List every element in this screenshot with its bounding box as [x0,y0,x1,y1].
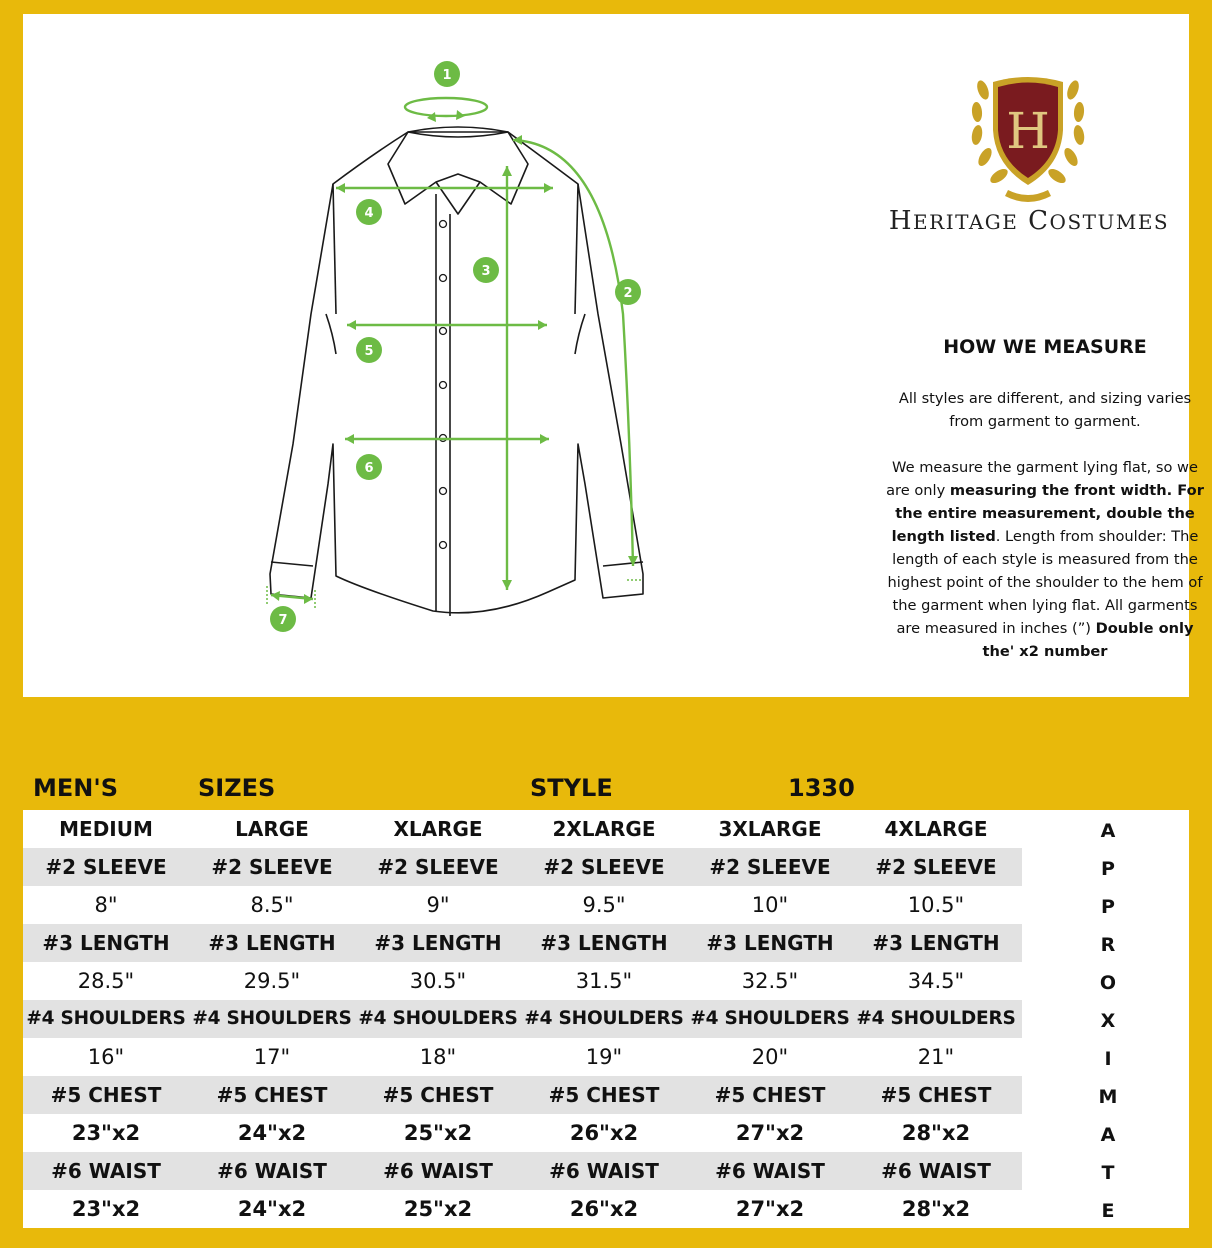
measure-label-cell: #3 LENGTH [374,931,502,955]
measure-label-cell: #3 LENGTH [540,931,668,955]
measure-label-cell: #5 CHEST [216,1083,328,1107]
table-row [23,1152,1022,1190]
measure-label-cell: #6 WAIST [217,1159,327,1183]
measure-value-cell: 24"x2 [237,1121,307,1145]
measure-label-cell: #4 SHOULDERS [690,1008,850,1029]
table-row [23,848,1022,886]
brand-name: HERITAGE COSTUMES [888,206,1170,236]
measure-label-cell: #6 WAIST [51,1159,161,1183]
measure-value-cell: 25"x2 [403,1121,473,1145]
marker-2 [615,279,641,305]
measure-label-cell: #4 SHOULDERS [524,1008,684,1029]
measure-value-cell: 29.5" [243,969,301,993]
measure-label-cell: #2 SLEEVE [45,855,167,879]
table-row [23,924,1022,962]
measure-label-cell: #3 LENGTH [42,931,170,955]
marker-5 [356,337,382,363]
measure-value-cell: 28"x2 [901,1121,971,1145]
heritage-logo [963,60,1093,220]
svg-text:3: 3 [481,264,491,279]
measure-label-cell: #2 SLEEVE [543,855,665,879]
table-row [23,1038,1022,1076]
measure-label-cell: #2 SLEEVE [709,855,831,879]
measure-paragraph-1: All styles are different, and sizing varies from garment to garment. [898,390,1192,430]
table-row [23,962,1022,1000]
measure-label-cell: #2 SLEEVE [875,855,997,879]
measure-label-cell: #2 SLEEVE [377,855,499,879]
size-header-cell: MEDIUM [59,817,153,841]
measure-value-cell: 31.5" [575,969,633,993]
size-table [23,810,1189,1228]
measure-label-cell: #5 CHEST [880,1083,992,1107]
marker-3 [473,257,499,283]
table-row [23,886,1022,924]
measure-value-cell: 20" [751,1045,789,1069]
measure-value-cell: 8" [94,893,118,917]
size-header-cell: XLARGE [393,817,483,841]
table-row [23,1076,1022,1114]
measure-label-cell: #4 SHOULDERS [192,1008,352,1029]
measure-label-cell: #4 SHOULDERS [358,1008,518,1029]
approximate-letter: I [1104,1048,1112,1070]
approximate-letter: A [1100,820,1116,842]
measure-label-cell: #5 CHEST [548,1083,660,1107]
measure-label-cell: #6 WAIST [549,1159,659,1183]
measure-value-cell: 26"x2 [569,1197,639,1221]
size-header-cell: 3XLARGE [718,817,822,841]
measure-value-cell: 26"x2 [569,1121,639,1145]
marker-4 [356,199,382,225]
measure-value-cell: 9" [426,893,450,917]
measure-label-cell: #4 SHOULDERS [856,1008,1016,1029]
measure-value-cell: 28"x2 [901,1197,971,1221]
svg-text:1: 1 [442,68,452,83]
size-chart-header [0,774,1212,810]
measure-value-cell: 17" [253,1045,291,1069]
sizes-label: SIZES [198,774,276,802]
measure-label-cell: #3 LENGTH [706,931,834,955]
measure-value-cell: 32.5" [741,969,799,993]
measure-value-cell: 10.5" [907,893,965,917]
measure-value-cell: 16" [87,1045,125,1069]
style-number: 1330 [788,774,855,802]
logo-letter: H [1006,102,1050,160]
measure-label-cell: #3 LENGTH [208,931,336,955]
approximate-letter: X [1100,1010,1116,1032]
top-panel [23,14,1204,697]
approximate-letter: R [1100,934,1116,956]
measure-value-cell: 18" [419,1045,457,1069]
measure-value-cell: 34.5" [907,969,965,993]
measure-label-cell: #2 SLEEVE [211,855,333,879]
measure-value-cell: 27"x2 [735,1197,805,1221]
size-header-cell: LARGE [235,817,309,841]
table-row [23,1114,1022,1152]
marker-7 [270,606,296,632]
measure-label-cell: #5 CHEST [714,1083,826,1107]
measure-value-cell: 23"x2 [71,1121,141,1145]
measure-value-cell: 28.5" [77,969,135,993]
measure-value-cell: 19" [585,1045,623,1069]
approximate-letter: A [1100,1124,1116,1146]
measure-label-cell: #6 WAIST [881,1159,991,1183]
measure-value-cell: 27"x2 [735,1121,805,1145]
shirt-diagram [23,14,868,697]
approximate-letter: P [1101,858,1115,880]
svg-text:6: 6 [364,461,374,476]
approximate-column [1083,810,1133,1228]
svg-text:7: 7 [278,613,288,628]
measure-value-cell: 25"x2 [403,1197,473,1221]
measure-value-cell: 30.5" [409,969,467,993]
size-header-cell: 4XLARGE [884,817,988,841]
marker-6 [356,454,382,480]
svg-text:4: 4 [364,206,374,221]
size-header-cell: 2XLARGE [552,817,656,841]
approximate-letter: P [1101,896,1115,918]
how-we-measure-text [880,387,1210,686]
table-row [23,810,1022,848]
mens-label: MEN'S [33,774,118,802]
measure-value-cell: 24"x2 [237,1197,307,1221]
measure-label-cell: #3 LENGTH [872,931,1000,955]
approximate-letter: E [1101,1200,1115,1222]
measure-label-cell: #6 WAIST [715,1159,825,1183]
measure-value-cell: 9.5" [582,893,626,917]
measure-value-cell: 8.5" [250,893,294,917]
measure-label-cell: #5 CHEST [382,1083,494,1107]
measure-label-cell: #5 CHEST [50,1083,162,1107]
style-label: STYLE [530,774,613,802]
how-we-measure-title: HOW WE MEASURE [943,336,1147,358]
marker-1 [434,61,460,87]
approximate-letter: O [1099,972,1117,994]
table-row [23,1190,1022,1228]
table-row [23,1000,1022,1038]
measure-label-cell: #6 WAIST [383,1159,493,1183]
svg-text:2: 2 [623,286,633,301]
measure-paragraph-2: We measure the garment lying flat, so we are only measuring the front width. For the entire measurement, double the length listed. Length from shoulder: The length of each style is measured from the highest point of the shoulder to the hem of the garment when lying flat. All garments are measured in inches (”) Double only the' x2 number [886,459,1204,660]
approximate-letter: M [1098,1086,1118,1108]
measure-value-cell: 10" [751,893,789,917]
measure-label-cell: #4 SHOULDERS [26,1008,186,1029]
approximate-letter: T [1101,1162,1115,1184]
measure-value-cell: 21" [917,1045,955,1069]
measure-value-cell: 23"x2 [71,1197,141,1221]
svg-text:5: 5 [364,344,374,359]
